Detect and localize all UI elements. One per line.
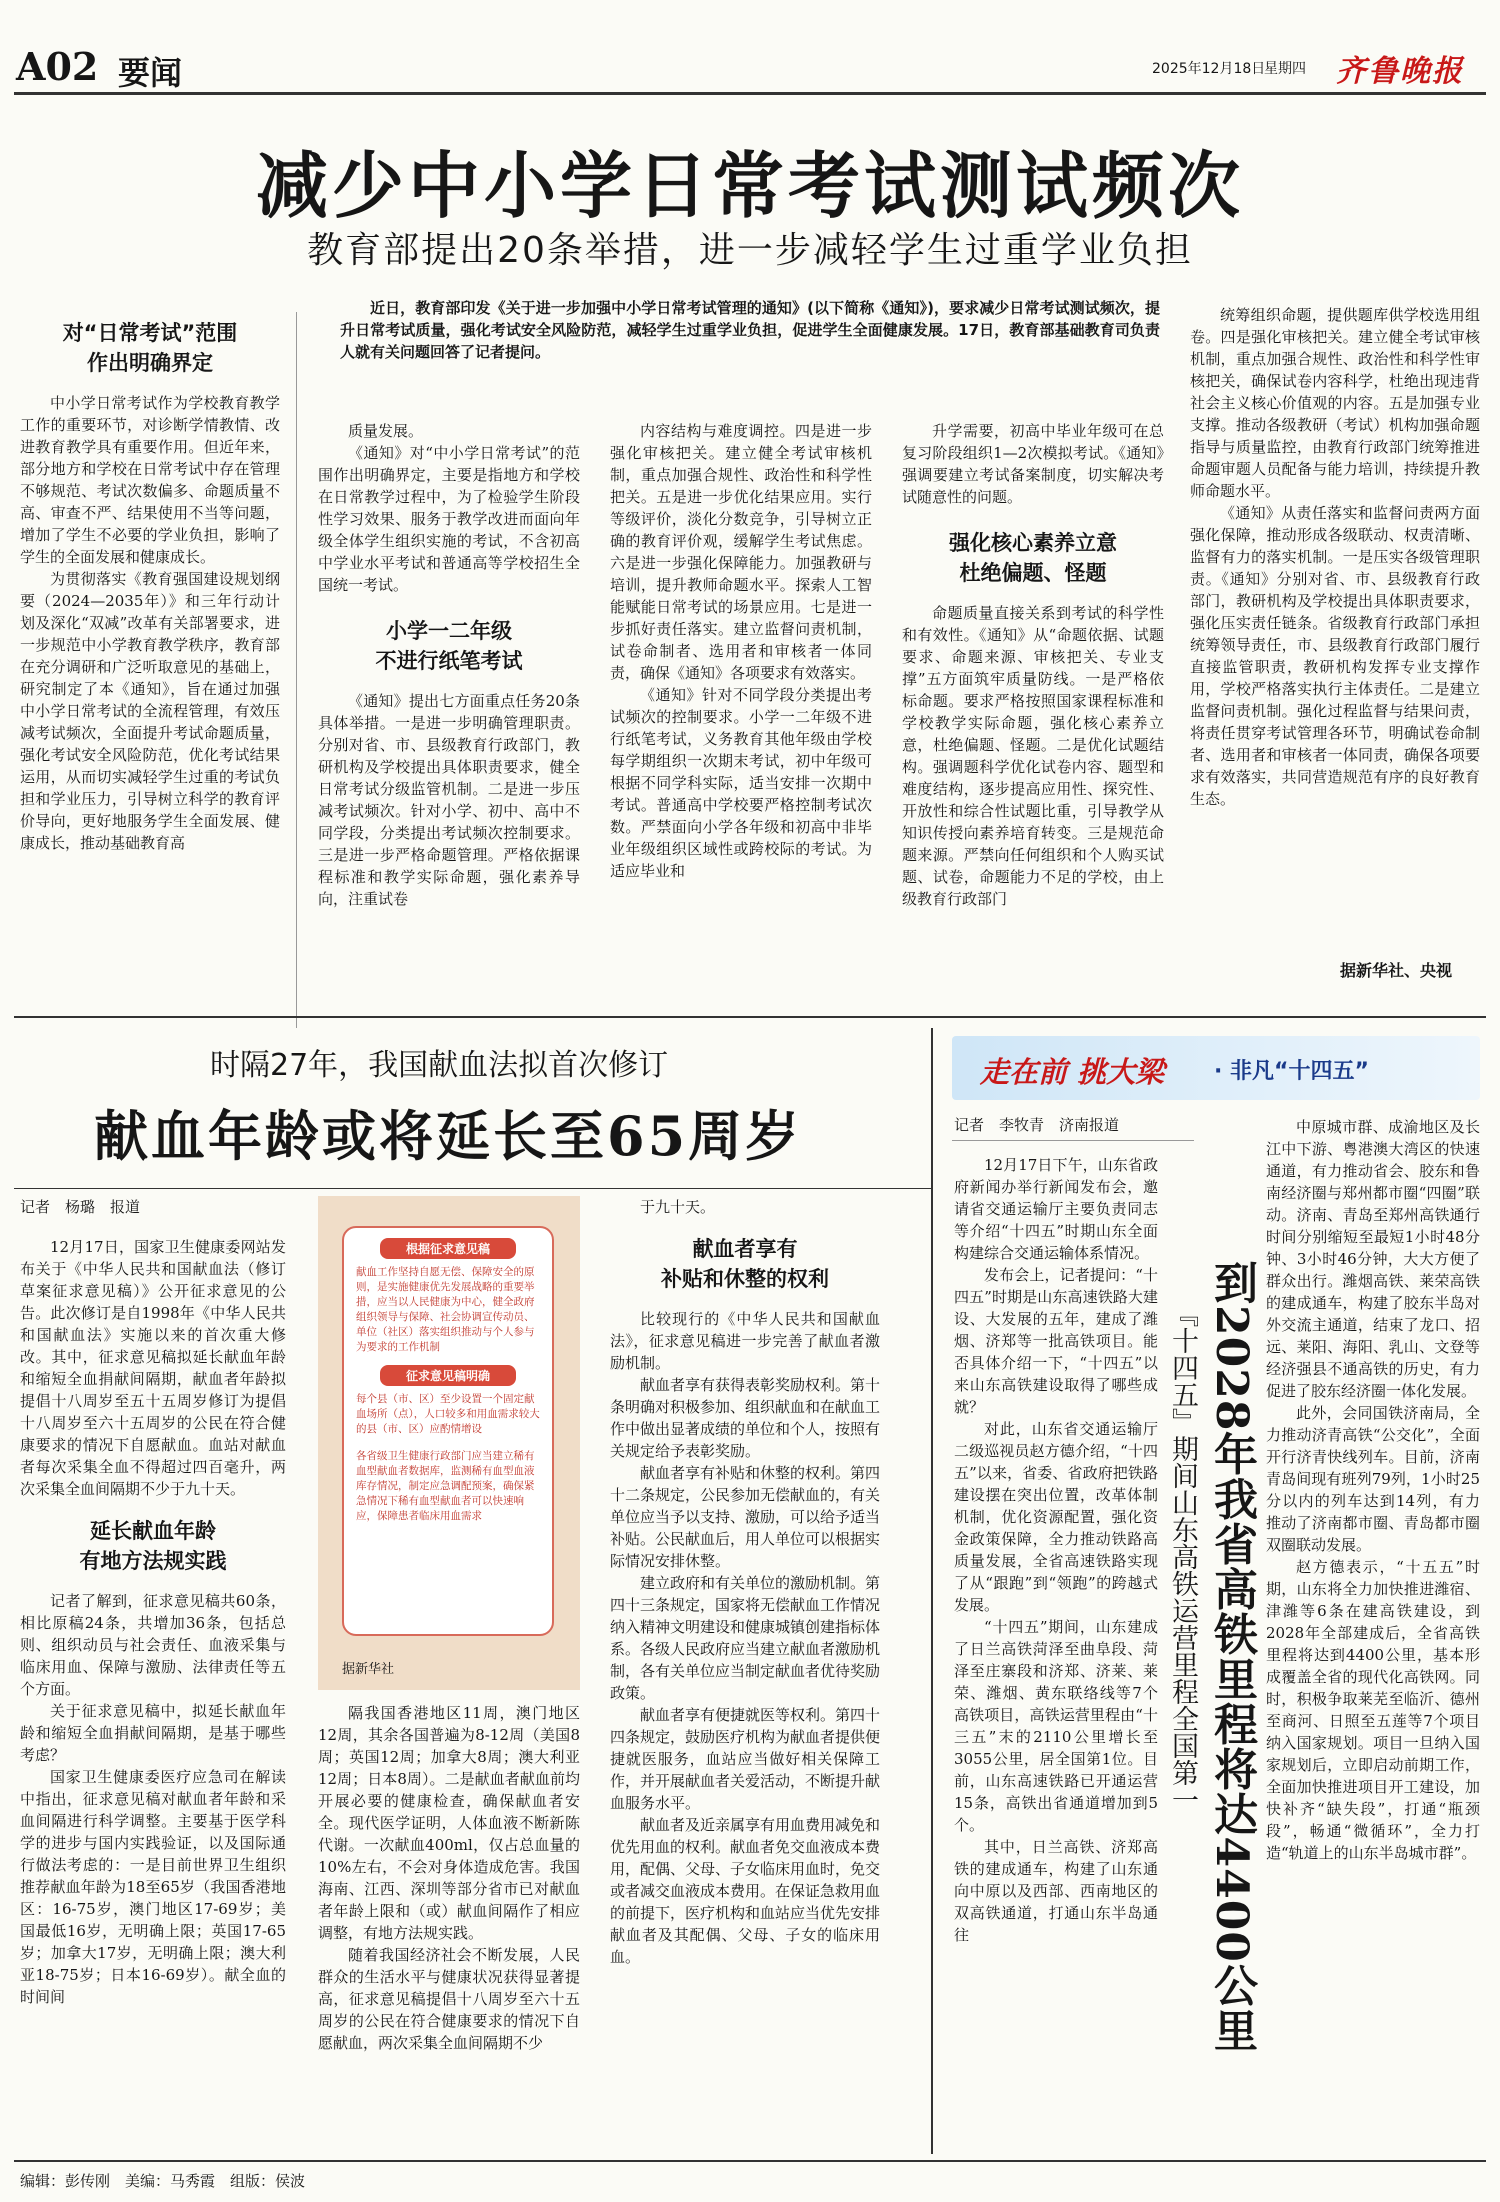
story2-kicker: 时隔27年，我国献血法拟首次修订 xyxy=(210,1048,669,1083)
story1-source: 据新华社、央视 xyxy=(1340,961,1453,980)
story2-col3-p6: 献血者享有便捷就医等权利。第四十四条规定，鼓励医疗机构为献血者提供便捷就医服务，血站应当做好相关保障工作，并开展献血者关爱活动，不断提升献血服务水平。 xyxy=(610,1706,881,1812)
story1-headline: 减少中小学日常考试测试频次 xyxy=(255,143,1244,228)
footer-rule xyxy=(14,2160,1486,2162)
story2-col3-p2: 比较现行的《中华人民共和国献血法》，征求意见稿进一步完善了献血者激励机制。 xyxy=(610,1310,880,1372)
story1-deck: 教育部提出20条举措，进一步减轻学生过重学业负担 xyxy=(307,230,1193,271)
story2-col1-p1: 12月17日，国家卫生健康委网站发布关于《中华人民共和国献血法（修订草案征求意见稿）》公开征求意见的公告。此次修订是自1998年《中华人民共和国献血法》实施以来的首次重大修改。其中，征求意见稿拟延长献血年龄和缩短全血捐献间隔期，献血者年龄拟提倡十八周岁至五十五周岁修订为提倡十八周岁至六十五周岁的公民在符合健康要求的情况下自愿献血。血站对献血者每次采集全血不得超过四百毫升，两次采集全血间隔期不少于九十天。 xyxy=(20,1238,286,1498)
story3-left-rule xyxy=(931,1028,933,2154)
section-name: 要闻 xyxy=(118,54,183,92)
story1-subhead-1: 对“日常考试”范围 作出明确界定 xyxy=(62,321,238,375)
story1-col2-p1: 质量发展。 xyxy=(348,422,424,440)
story3-col2-p2: 此外，会同国铁济南局，全力推动济青高铁“公交化”，全面开行济青快线列车。目前，济南青岛间现有班列79列，1小时25分以内的列车达到14列，有力推动了济南都市圈、青岛都市圈双圈联动发展。 xyxy=(1266,1404,1480,1554)
story1-col4-p2: 命题质量直接关系到考试的科学性和有效性。《通知》从“命题依据、试题要求、命题来源、审核把关、专业支撑”五方面筑牢质量防线。一是严格依标命题。要求严格按照国家课程标准和学校教学实际命题，强化核心素养立意，杜绝偏题、怪题。二是优化试题结构。强调题科学优化试卷内容、题型和难度结构，逐步提高应用性、探究性、开放性和综合性试题比重，引导教学从知识传授向素养培育转变。三是规范命题来源。严禁向任何组织和个人购买试题、试卷，命题能力不足的学校，由上级教育行政部门 xyxy=(902,604,1164,908)
header-rule xyxy=(14,92,1486,95)
story2-col3-p3: 献血者享有获得表彰奖励权利。第十条明确对积极参加、组织献血和在献血工作中做出显著成绩的单位和个人，按照有关规定给予表彰奖励。 xyxy=(610,1376,881,1460)
issue-date: 2025年12月18日 xyxy=(1152,61,1266,77)
story2-col3-p5: 建立政府和有关单位的激励机制。第四十三条规定，国家将无偿献血工作情况纳入精神文明建设和健康城镇创建指标体系。各级人民政府应当建立献血者激励机制，各有关单位应当制定献血者优待奖励政策。 xyxy=(610,1574,881,1702)
story3-col2-p1: 中原城市群、成渝地区及长江中下游、粤港澳大湾区的快速通道，有力推动省会、胶东和鲁南经济圈与郑州都市圈“四圈”联动。济南、青岛至郑州高铁通行时间分别缩短至最短1小时48分钟、3小时46分钟，大大方便了群众出行。潍烟高铁、莱荣高铁的建成通车，构建了胶东半岛对外交流主通道，结束了龙口、招远、莱阳、海阳、乳山、文登等经济强县不通高铁的历史，有力促进了胶东经济圈一体化发展。 xyxy=(1266,1118,1480,1400)
story3-banner-title: 走在前 挑大梁 xyxy=(980,1055,1165,1089)
story1-col1 xyxy=(20,318,280,854)
story3-col1-p2: 发布会上，记者提问：“十四五”时期是山东高速铁路大建设、大发展的五年，建成了潍烟、济郑等一批高铁项目。能否具体介绍一下，“十四五”以来山东高铁建设取得了哪些成就？ xyxy=(954,1266,1158,1416)
story1-col5-p2: 《通知》从责任落实和监督问责两方面强化保障，推动形成各级联动、权责清晰、监督有力的落实机制。一是压实各级管理职责。《通知》分别对省、市、县级教育行政部门，教研机构及学校提出具体职责要求，强化压实责任链条。省级教育行政部门承担统筹领导责任，市、县级教育行政部门履行直接监管职责，教研机构发挥专业支撑作用，学校严格落实执行主体责任。二是建立监督问责机制。强化过程监督与结果问责，将责任贯穿考试管理各环节，明确试卷命制者、选用者和审核者一体同责，确保各项要求有效落实，共同营造规范有序的良好教育生态。 xyxy=(1190,504,1480,808)
story1-col2-p2: 《通知》对“中小学日常考试”的范围作出明确界定，主要是指地方和学校在日常教学过程中，为了检验学生阶段性学习效果、服务于教学改进而面向年级全体学生组织实施的考试，不含初高中学业水平考试和普通高等学校招生全国统一考试。 xyxy=(318,444,580,594)
story1-col3-p2: 《通知》针对不同学段分类提出考试频次的控制要求。小学一二年级不进行纸笔考试，义务教育其他年级由学校每学期组织一次期末考试，初中年级可根据不同学科实际，适当安排一次期中考试。普通高中学校要严格控制考试次数。严禁面向小学各年级和初高中非毕业年级组织区域性或跨校际的考试。为适应毕业和 xyxy=(610,686,872,880)
infographic-heading-2: 征求意见稿明确 xyxy=(380,1365,516,1386)
story1-subhead-3: 强化核心素养立意 杜绝偏题、怪题 xyxy=(949,531,1117,585)
story3-col1-p1: 12月17日下午，山东省政府新闻办举行新闻发布会，邀请省交通运输厅主要负责同志等介绍“十四五”时期山东全面构建综合交通运输体系情况。 xyxy=(954,1156,1158,1262)
story2-col3-p7: 献血者及近亲属享有用血费用减免和优先用血的权利。献血者免交血液成本费用，配偶、父母、子女临床用血时，免交或者减交血液成本费用。在保证急救用血的前提下，医疗机构和血站应当优先安排献血者及其配偶、父母、子女的临床用血。 xyxy=(610,1816,881,1966)
story2-col2-p2: 随着我国经济社会不断发展，人民群众的生活水平与健康状况获得显著提高，征求意见稿提倡十八周岁至六十五周岁的公民在符合健康要求的情况下自愿献血，两次采集全血间隔期不少 xyxy=(318,1946,580,2052)
infographic-text-3: 各省级卫生健康行政部门应当建立稀有血型献血者数据库，监测稀有血型血液库存情况，制定应急调配预案，确保紧急情况下稀有血型献血者可以快速响应，保障患者临床用血需求 xyxy=(356,1450,535,1522)
story-divider xyxy=(14,1016,1486,1018)
story1-subhead-2: 小学一二年级 不进行纸笔考试 xyxy=(375,619,523,673)
story3-col1-p3: 对此，山东省交通运输厅二级巡视员赵方德介绍，“十四五”以来，省委、省政府把铁路建设摆在突出位置，改革体制机制，优化资源配置，强化资金政策保障，全力推动铁路高质量发展，全省高速铁路实现了从“跟跑”到“领跑”的跨越式发展。 xyxy=(954,1420,1158,1614)
issue-weekday: 星期四 xyxy=(1264,61,1306,77)
story2-col3-p1: 于九十天。 xyxy=(640,1198,716,1216)
story1-col4-p1: 升学需要，初高中毕业年级可在总复习阶段组织1—2次模拟考试。《通知》强调要建立考试备案制度，切实解决考试随意性的问题。 xyxy=(902,422,1164,506)
story1-col5 xyxy=(1190,304,1480,810)
story1-col3-p1: 内容结构与难度调控。四是进一步强化审核把关。建立健全考试审核机制，重点加强合规性、政治性和科学性把关。五是进一步优化结果应用。实行等级评价，淡化分数竞争，引导树立正确的教育评价观，缓解学生考试焦虑。六是进一步强化保障能力。加强教研与培训，提升教师命题水平。探索人工智能赋能日常考试的场景应用。七是进一步抓好责任落实。建立监督问责机制，试卷命制者、选用者和审核者一体同责，确保《通知》各项要求有效落实。 xyxy=(610,422,872,682)
story2-col1-p4: 国家卫生健康委医疗应急司在解读中指出，征求意见稿对献血者年龄和采血间隔进行科学调整。主要基于医学科学的进步与国内实践验证，以及国际通行做法考虑的：一是目前世界卫生组织推荐献血年龄为18至65岁（我国香港地区：16-75岁，澳门地区17-69岁；美国最低16岁，无明确上限；英国17-65岁；加拿大17岁，无明确上限；澳大利亚18-75岁；日本16-69岁）。献全血的时间间 xyxy=(20,1768,286,2006)
story3-col2 xyxy=(1266,1116,1480,1864)
story2-subhead-2: 献血者享有 补贴和休整的权利 xyxy=(661,1237,829,1291)
story2-col1 xyxy=(20,1236,286,2008)
story3-banner xyxy=(952,1036,1480,1100)
infographic-card xyxy=(342,1226,554,1636)
story3-byline: 记者 李牧青 济南报道 xyxy=(954,1116,1120,1134)
story2-col2 xyxy=(318,1702,580,2054)
story1-col1-p2: 为贯彻落实《教育强国建设规划纲要（2024—2035年）》和三年行动计划及深化“双减”改革有关部署要求，进一步规范中小学教育教学秩序，教育部在充分调研和广泛听取意见的基础上，研究制定了本《通知》，旨在通过加强中小学日常考试的全流程管理，有效压减考试频次，全面提升考试命题质量，强化考试安全风险防范，优化考试结果运用，从而切实减轻学生过重的考试负担和学业压力，引导树立科学的教育评价导向，更好地服务学生全面发展、健康成长，推动基础教育高 xyxy=(20,570,280,852)
infographic-text-1: 献血工作坚持自愿无偿、保障安全的原则，是实施健康优先发展战略的重要举措，应当以人民健康为中心，健全政府组织领导与保障、社会协调宣传动员、单位（社区）落实组织推动与个人参与为要求的工作机制 xyxy=(356,1266,535,1353)
story2-byline: 记者 杨璐 报道 xyxy=(20,1198,141,1216)
story3-byline-rule xyxy=(952,1140,1194,1141)
story2-rule xyxy=(14,1188,931,1189)
story3-col1-p5: 其中，日兰高铁、济郑高铁的建成通车，构建了山东通向中原以及西部、西南地区的双高铁通道，打通山东半岛通往 xyxy=(954,1838,1158,1944)
story3-col2-p3: 赵方德表示，“十五五”时期，山东将全力加快推进潍宿、津潍等6条在建高铁建设，到2028年全部建成后，全省高铁里程将达到4400公里，基本形成覆盖全省的现代化高铁网。同时，积极争取莱芜至临沂、德州至商河、日照至五莲等7个项目纳入国家规划。项目一旦纳入国家规划后，立即启动前期工作，全面加快推进项目开工建设，加快补齐“缺失段”，打通“瓶颈段”，畅通“微循环”，全力打造“轨道上的山东半岛城市群”。 xyxy=(1266,1558,1480,1862)
story2-col3-p4: 献血者享有补贴和休整的权利。第四十二条规定，公民参加无偿献血的，有关单位应当予以支持、激励，可以给予适当补贴。公民献血后，用人单位可以根据实际情况安排休整。 xyxy=(610,1464,881,1570)
footer-credits: 编辑：彭传刚 美编：马秀霞 组版：侯波 xyxy=(20,2172,306,2190)
story1-col4 xyxy=(902,420,1164,910)
story1-col2 xyxy=(318,420,580,910)
story2-col3 xyxy=(610,1196,880,1968)
infographic-source: 据新华社 xyxy=(342,1662,395,1677)
story1-col5-p1: 统筹组织命题，提供题库供学校选用组卷。四是强化审核把关。建立健全考试审核机制，重点加强合规性、政治性和科学性审核把关，确保试卷内容科学，杜绝出现违背社会主义核心价值观的内容。五是加强专业支撑。推动各级教研（考试）机构加强命题指导与质量监控，由教育行政部门统筹推进命题审题人员配备与能力培训，持续提升教师命题水平。 xyxy=(1190,306,1480,500)
blood-donation-infographic xyxy=(318,1196,580,1690)
story1-col1-p1: 中小学日常考试作为学校教育教学工作的重要环节，对诊断学情教情、改进教育教学具有重要作用。但近年来，部分地方和学校在日常考试中存在管理不够规范、考试次数偏多、命题质量不高、审查不严、结果使用不当等问题，增加了学生不必要的学业负担，影响了学生的全面发展和健康成长。 xyxy=(20,394,280,566)
story2-headline: 献血年龄或将延长至65周岁 xyxy=(94,1104,803,1168)
story3-banner-sub: · 非凡“十四五” xyxy=(1214,1059,1369,1084)
story1-col-rule-1 xyxy=(296,312,297,1028)
story3-headline: 到2028年我省高铁里程将达4400公里 xyxy=(1206,1260,1257,2053)
newspaper-logo: 齐鲁晚报 xyxy=(1336,54,1464,89)
story2-col1-p2: 记者了解到，征求意见稿共60条，相比原稿24条，共增加36条，包括总则、组织动员与社会责任、血液采集与临床用血、保障与激励、法律责任等五个方面。 xyxy=(20,1592,286,1698)
story2-col1-p3: 关于征求意见稿中，拟延长献血年龄和缩短全血捐献间隔期，是基于哪些考虑？ xyxy=(20,1702,286,1764)
infographic-text-2: 每个县（市、区）至少设置一个固定献血场所（点），人口较多和用血需求较大的县（市、区）应酌情增设 xyxy=(356,1393,540,1435)
story2-subhead-1: 延长献血年龄 有地方法规实践 xyxy=(79,1519,227,1573)
story2-col2-p1: 隔我国香港地区11周，澳门地区12周，其余各国普遍为8-12周（美国8周；英国12周；加拿大8周；澳大利亚12周；日本8周）。二是献血者献血前均开展必要的健康检查，确保献血者安全。现代医学证明，人体血液不断新陈代谢。一次献血400ml，仅占总血量的10%左右，不会对身体造成危害。我国海南、江西、深圳等部分省市已对献血者年龄上限和（或）献血间隔作了相应调整，有地方法规实践。 xyxy=(318,1704,580,1942)
story3-col1-p4: “十四五”期间，山东建成了日兰高铁菏泽至曲阜段、菏泽至庄寨段和济郑、济莱、莱荣、潍烟、黄东联络线等7个高铁项目，高铁运营里程由“十三五”末的2110公里增长至3055公里，居全国第1位。目前，山东高速铁路已开通运营15条，高铁出省通道增加到5个。 xyxy=(954,1618,1158,1834)
infographic-heading-1: 根据征求意见稿 xyxy=(380,1238,516,1259)
story3-deck: 『十四五』期间山东高铁运营里程全国第一 xyxy=(1167,1300,1198,1813)
page-number: A02 xyxy=(16,44,99,89)
story3-col1 xyxy=(954,1154,1158,1946)
story1-lead-text: 近日，教育部印发《关于进一步加强中小学日常考试管理的通知》(以下简称《通知》)，要求减少日常考试测试频次，提升日常考试质量，强化考试安全风险防范，减轻学生过重学业负担，促进学生全面健康发展。17日，教育部基础教育司负责人就有关问题回答了记者提问。 xyxy=(340,299,1160,361)
story1-lead xyxy=(340,297,1160,363)
story1-col2-p3: 《通知》提出七方面重点任务20条具体举措。一是进一步明确管理职责。分别对省、市、县级教育行政部门，教研机构及学校提出具体职责要求，健全日常考试分级监管机制。二是进一步压减考试频次。针对小学、初中、高中不同学段，分类提出考试频次控制要求。三是进一步严格命题管理。严格依据课程标准和教学实际命题，强化素养导向，注重试卷 xyxy=(318,692,580,908)
story1-col3 xyxy=(610,420,872,882)
